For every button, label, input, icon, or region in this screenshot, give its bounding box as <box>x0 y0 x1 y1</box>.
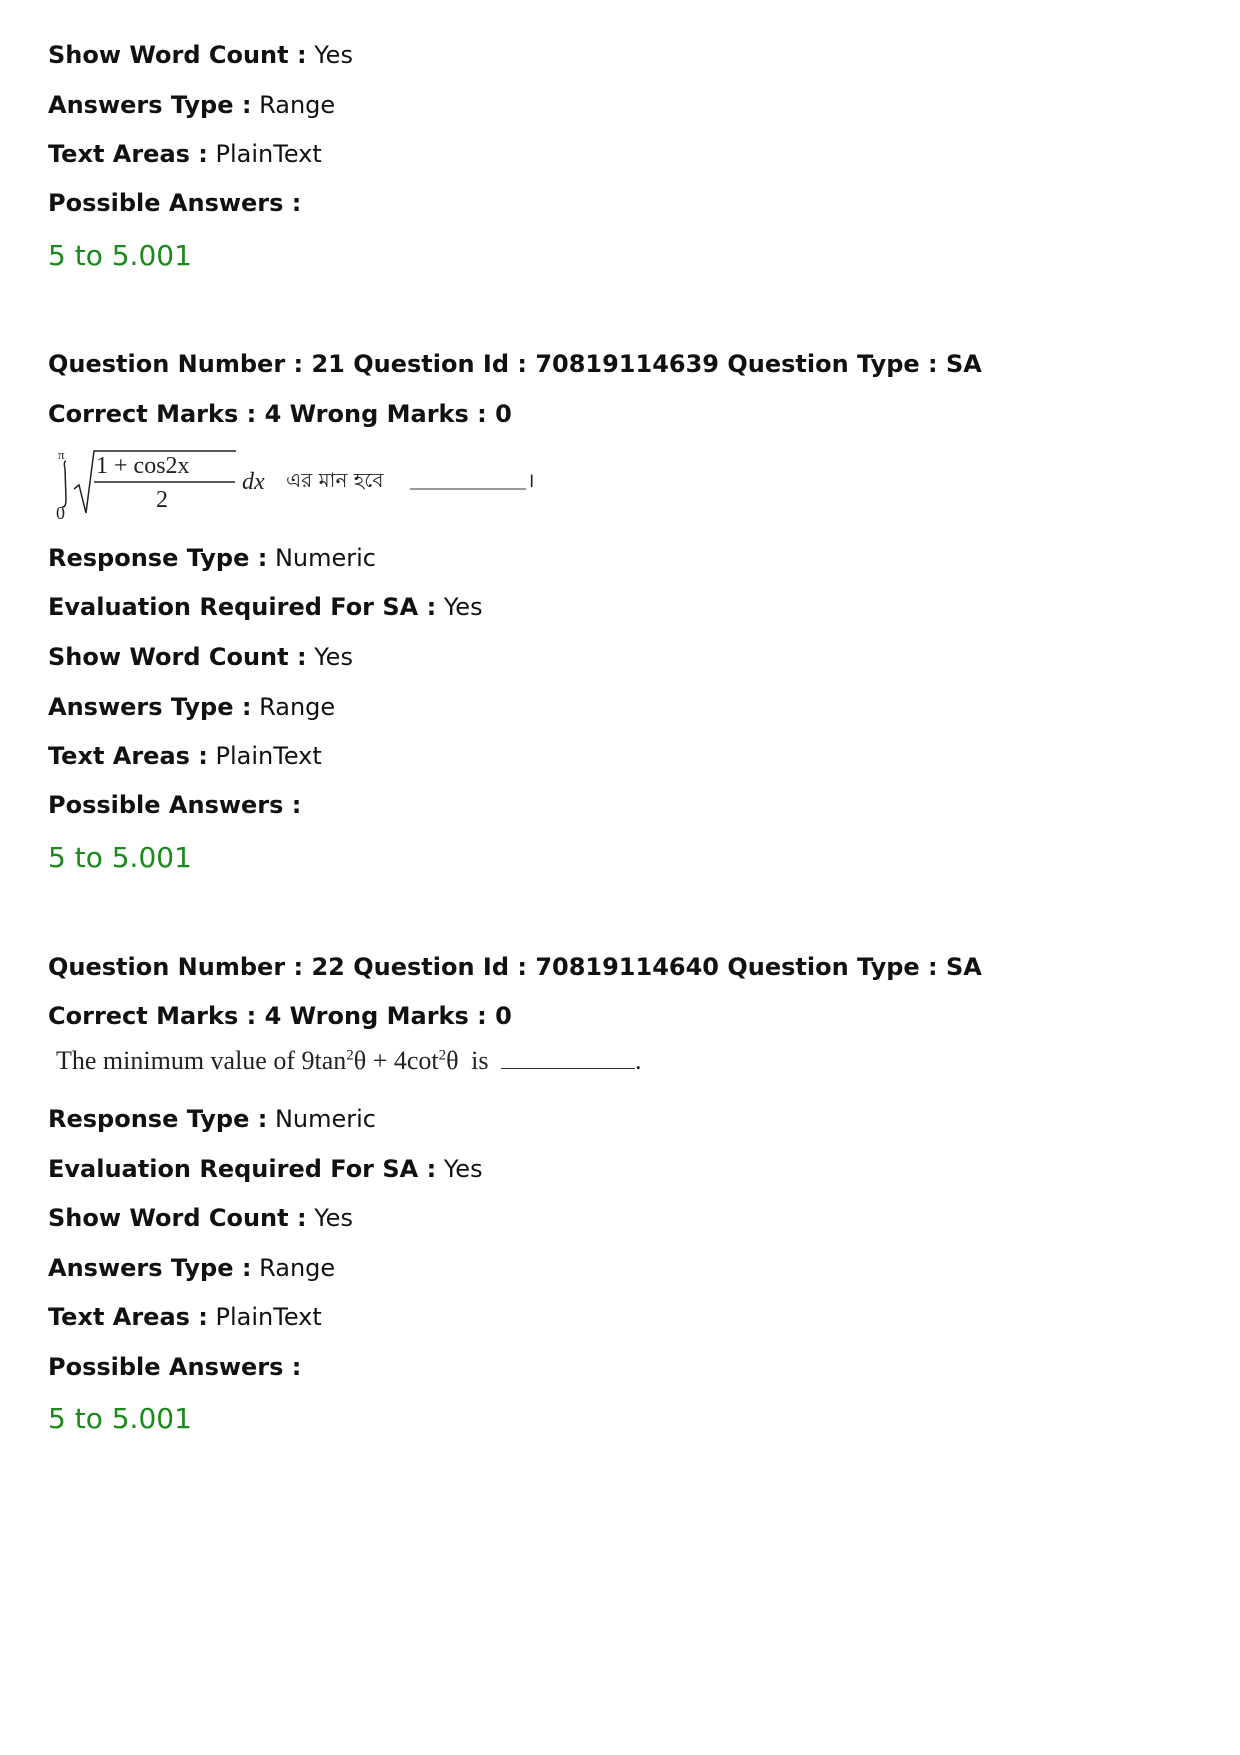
field-label: Text Areas : <box>48 1303 208 1331</box>
possible-answer-value: 5 to 5.001 <box>48 1402 192 1435</box>
field-value: Range <box>259 91 336 119</box>
answers-type-row <box>48 692 335 722</box>
answer-blank <box>501 1048 635 1069</box>
response-type-row <box>48 543 376 573</box>
question-header: Question Number : 21 Question Id : 70819114639 Question Type : SA <box>48 350 982 378</box>
possible-answer-value: 5 to 5.001 <box>48 841 192 874</box>
question-text-image <box>48 1046 641 1082</box>
field-label: Answers Type : <box>48 1254 252 1282</box>
question-mid: θ + 4cot <box>353 1046 439 1075</box>
integral-sign <box>62 461 66 507</box>
answers-type-row <box>48 90 335 120</box>
numerator: 1 + cos2x <box>96 453 190 479</box>
exponent: 2 <box>346 1047 354 1064</box>
answers-type-row <box>48 1253 335 1283</box>
field-label: Response Type : <box>48 1105 268 1133</box>
field-label: Evaluation Required For SA : <box>48 593 437 621</box>
field-value: Numeric <box>274 544 376 572</box>
field-label: Text Areas : <box>48 742 208 770</box>
field-label: Possible Answers : <box>48 189 302 217</box>
field-value: Range <box>259 1254 336 1282</box>
field-value: PlainText <box>215 140 322 168</box>
show-word-count-row <box>48 1203 353 1233</box>
question-marks: Correct Marks : 4 Wrong Marks : 0 <box>48 400 512 428</box>
evaluation-required-row <box>48 1154 483 1184</box>
evaluation-required-row <box>48 592 483 622</box>
field-value: Range <box>259 693 336 721</box>
dx-label: dx <box>242 469 265 495</box>
possible-answers-row <box>48 188 301 218</box>
end-mark: । <box>527 468 535 492</box>
field-label: Show Word Count : <box>48 41 307 69</box>
field-value: PlainText <box>215 1303 322 1331</box>
field-label: Show Word Count : <box>48 643 307 671</box>
question-text <box>48 1046 641 1075</box>
response-type-row <box>48 1104 376 1134</box>
field-label: Possible Answers : <box>48 1353 302 1381</box>
field-value: PlainText <box>215 742 322 770</box>
field-value: Numeric <box>274 1105 376 1133</box>
question-header: Question Number : 22 Question Id : 70819114640 Question Type : SA <box>48 953 982 981</box>
bengali-text: এর মান হবে <box>286 468 384 492</box>
possible-answers-row <box>48 1352 301 1382</box>
integral-formula <box>48 445 568 525</box>
field-label: Answers Type : <box>48 693 252 721</box>
possible-answer-value: 5 to 5.001 <box>48 239 192 272</box>
field-label: Show Word Count : <box>48 1204 307 1232</box>
possible-answers-row <box>48 790 301 820</box>
theta-symbol: θ <box>446 1046 459 1075</box>
text-areas-row <box>48 741 322 771</box>
question-marks: Correct Marks : 4 Wrong Marks : 0 <box>48 1002 512 1030</box>
field-label: Text Areas : <box>48 140 208 168</box>
question-prefix: The minimum value of 9tan <box>56 1046 347 1075</box>
field-label: Evaluation Required For SA : <box>48 1155 437 1183</box>
text-areas-row <box>48 1302 322 1332</box>
field-label: Response Type : <box>48 544 268 572</box>
denominator: 2 <box>156 487 168 513</box>
field-label: Answers Type : <box>48 91 252 119</box>
exponent: 2 <box>438 1047 447 1064</box>
upper-limit: π <box>58 447 65 462</box>
question-is: is <box>471 1046 489 1075</box>
field-value: Yes <box>314 41 353 69</box>
lower-limit: 0 <box>56 503 65 523</box>
field-label: Possible Answers : <box>48 791 302 819</box>
field-value: Yes <box>314 1204 353 1232</box>
show-word-count-row <box>48 642 353 672</box>
field-value: Yes <box>314 643 353 671</box>
text-areas-row <box>48 139 322 169</box>
show-word-count-row <box>48 40 353 70</box>
question-text-image <box>48 445 568 525</box>
field-value: Yes <box>443 593 483 621</box>
end-mark: . <box>634 1046 642 1075</box>
field-value: Yes <box>443 1155 483 1183</box>
